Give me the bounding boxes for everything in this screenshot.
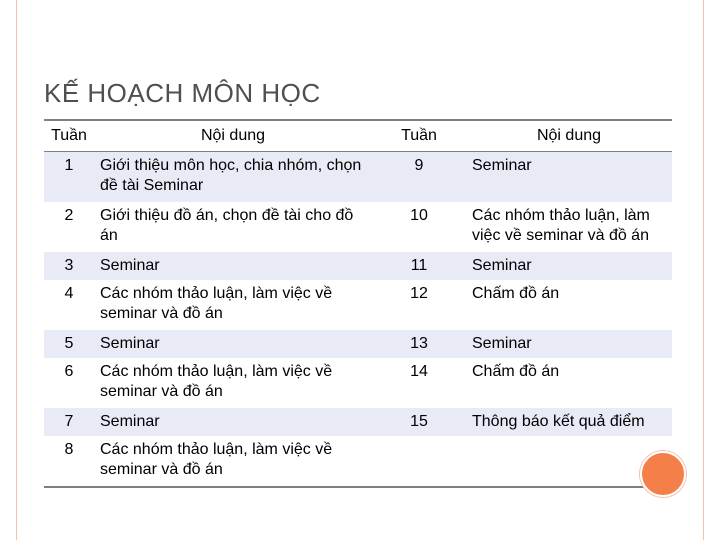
content-cell: Chấm đồ án (472, 363, 560, 380)
content-cell: Seminar (466, 330, 672, 358)
table-row (44, 280, 672, 330)
content-cell: Seminar (94, 252, 372, 280)
week-cell: 4 (64, 285, 74, 302)
content-cell: Các nhóm thảo luận, làm việc về seminar và đồ án (94, 436, 372, 487)
content-cell: Giới thiệu đồ án, chọn đề tài cho đồ án (100, 207, 354, 244)
week-cell: 13 (372, 330, 466, 358)
content-cell: Seminar (94, 330, 372, 358)
table-row (44, 408, 672, 436)
content-cell: Giới thiệu môn học, chia nhóm, chọn đề tài Seminar (94, 152, 372, 203)
course-plan-table (44, 119, 672, 488)
table-row (44, 358, 672, 408)
table-row (44, 330, 672, 358)
week-cell: 15 (372, 408, 466, 436)
content-cell: Chấm đồ án (472, 285, 560, 302)
content-cell: Các nhóm thảo luận, làm việc về seminar và đồ án (472, 207, 650, 244)
content-cell: Seminar (466, 252, 672, 280)
decorative-circle (640, 451, 686, 497)
header-week-1: Tuần (44, 120, 94, 152)
content-cell: Thông báo kết quả điểm (466, 408, 672, 436)
slide-title: KẾ HOẠCH MÔN HỌC (44, 78, 321, 108)
week-cell: 12 (410, 285, 428, 302)
week-cell: 3 (44, 252, 94, 280)
content-cell: Các nhóm thảo luận, làm việc về seminar và đồ án (100, 285, 333, 322)
week-cell: 2 (64, 207, 74, 224)
header-content-1: Nội dung (94, 120, 372, 152)
week-cell: 7 (44, 408, 94, 436)
header-content-2: Nội dung (466, 120, 672, 152)
table-row (44, 436, 672, 487)
content-cell: Seminar (94, 408, 372, 436)
table-row (44, 202, 672, 252)
week-cell (372, 436, 466, 487)
week-cell: 10 (410, 207, 428, 224)
week-cell: 1 (44, 152, 94, 203)
week-cell: 14 (410, 363, 428, 380)
week-cell: 11 (372, 252, 466, 280)
week-cell: 8 (44, 436, 94, 487)
table-header-row (44, 120, 672, 152)
content-cell: Seminar (466, 152, 672, 203)
table-row (44, 152, 672, 203)
header-week-2: Tuần (372, 120, 466, 152)
week-cell: 9 (372, 152, 466, 203)
content-cell: Các nhóm thảo luận, làm việc về seminar và đồ án (100, 363, 333, 400)
week-cell: 6 (64, 363, 74, 380)
week-cell: 5 (44, 330, 94, 358)
table-row (44, 252, 672, 280)
